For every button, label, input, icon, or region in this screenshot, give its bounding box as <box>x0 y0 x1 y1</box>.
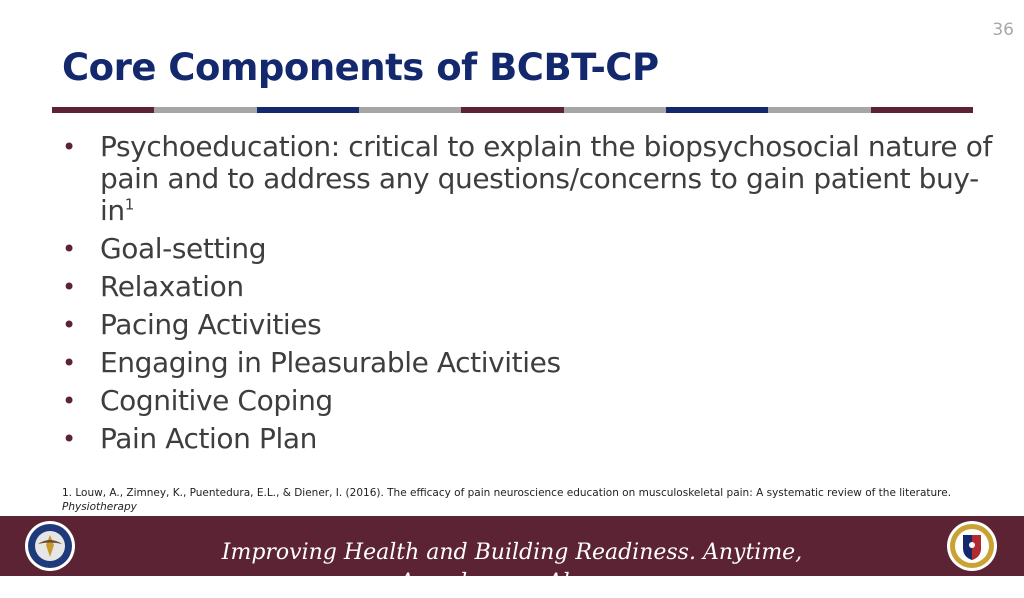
bullet-text: Engaging in Pleasurable Activities <box>100 346 561 379</box>
bullet-dot-icon: • <box>62 349 76 377</box>
dha-seal-icon <box>946 520 998 572</box>
bullet-text: Goal-setting <box>100 232 267 265</box>
bullet-item <box>62 385 992 417</box>
dod-seal-icon <box>24 520 76 572</box>
bullet-dot-icon: • <box>62 425 76 453</box>
stripe-segment <box>154 107 256 113</box>
footnote-reference: 1 <box>124 195 134 214</box>
bullet-dot-icon: • <box>62 311 76 339</box>
stripe-segment <box>871 107 973 113</box>
slide-number: 36 <box>992 20 1014 40</box>
bullet-list <box>62 131 992 461</box>
stripe-segment <box>666 107 768 113</box>
footnote-journal: Physiotherapy <box>62 501 137 513</box>
bullet-dot-icon: • <box>62 273 76 301</box>
bullet-item <box>62 131 992 227</box>
footnote-citation: 1. Louw, A., Zimney, K., Puentedura, E.L., & Diener, I. (2016). The efficacy of pain neuroscience education on musculoskeletal pain: A systematic review of the literature. <box>62 487 952 499</box>
bullet-text: Relaxation <box>100 270 244 303</box>
title-divider-stripe <box>52 107 973 113</box>
stripe-segment <box>52 107 154 113</box>
footnote <box>62 486 962 514</box>
bullet-text: Pain Action Plan <box>100 422 317 455</box>
bullet-dot-icon: • <box>62 235 76 263</box>
bullet-dot-icon: • <box>62 387 76 415</box>
bullet-item <box>62 423 992 455</box>
bullet-item <box>62 271 992 303</box>
slide-title: Core Components of BCBT-CP <box>62 46 659 89</box>
bullet-text: Psychoeducation: critical to explain the biopsychosocial nature of pain and to address any questions/concerns to gain patient buy-in <box>100 130 992 227</box>
bullet-item <box>62 309 992 341</box>
bullet-text: Pacing Activities <box>100 308 322 341</box>
stripe-segment <box>257 107 359 113</box>
stripe-segment <box>359 107 461 113</box>
footer-bar <box>0 516 1024 595</box>
footer-tagline: Improving Health and Building Readiness. Anytime, Anywhere — Always <box>221 540 803 595</box>
bullet-text: Cognitive Coping <box>100 384 333 417</box>
stripe-segment <box>564 107 666 113</box>
stripe-segment <box>461 107 563 113</box>
bullet-item <box>62 347 992 379</box>
bullet-item <box>62 233 992 265</box>
bullet-dot-icon: • <box>62 133 76 161</box>
stripe-segment <box>768 107 870 113</box>
